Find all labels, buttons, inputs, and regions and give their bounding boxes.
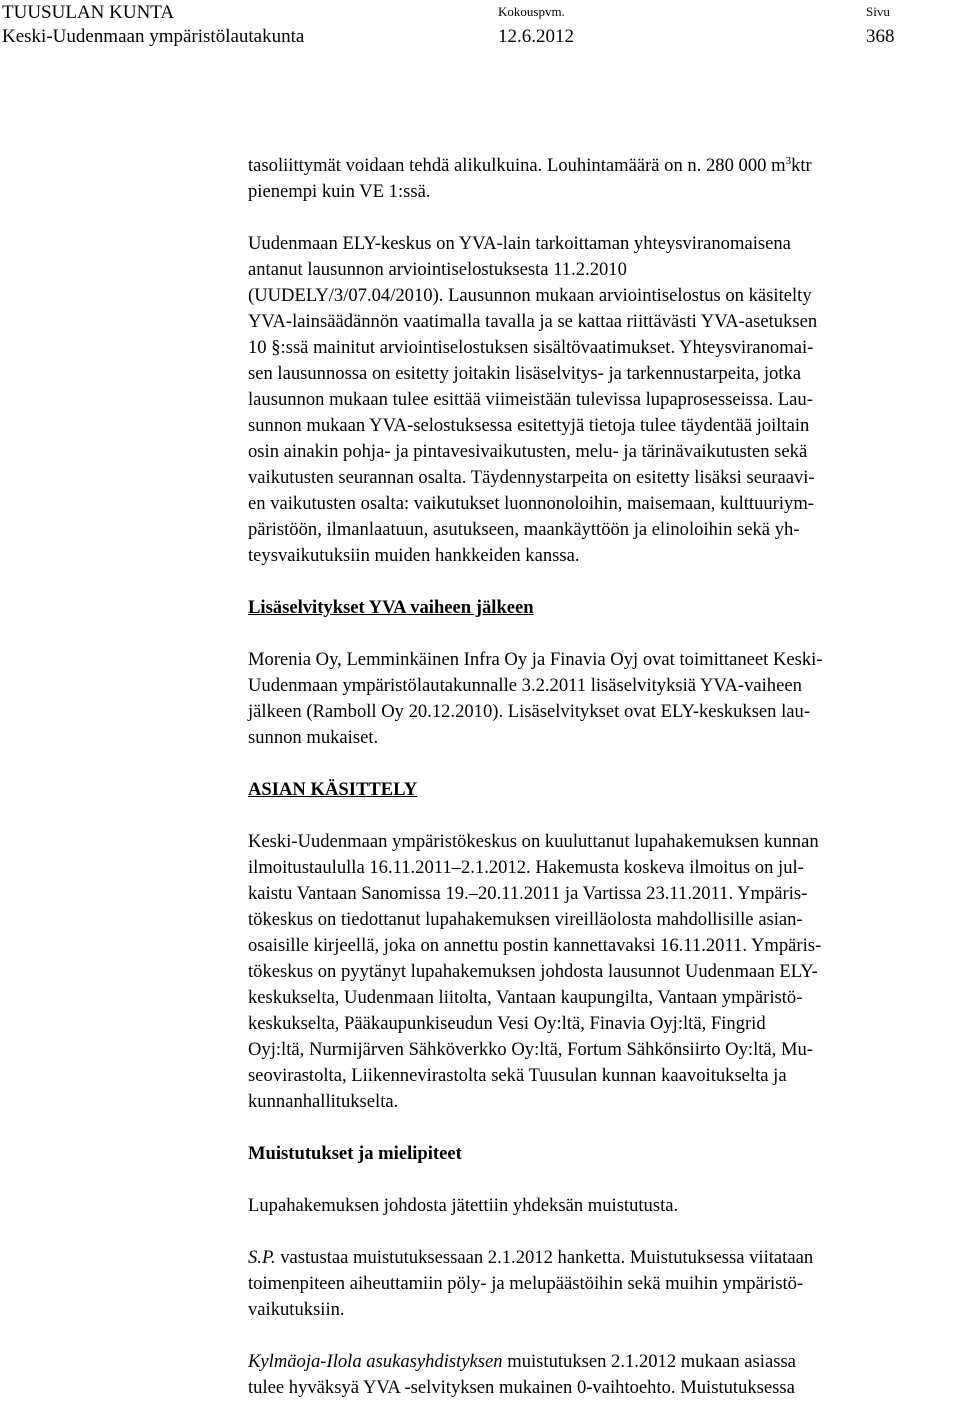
text-line: tökeskus on pyytänyt lupahakemuksen johdosta lausunnot Uudenmaan ELY- [248,961,818,982]
text-line: Lupahakemuksen johdosta jätettiin yhdeksän muistutusta. [248,1195,679,1216]
text-line: tulee hyväksyä YVA -selvityksen mukainen 0-vaihtoehto. Muistutuksessa [248,1377,795,1398]
text-line: Uudenmaan ELY-keskus on YVA-lain tarkoittaman yhteysviranomaisena [248,233,791,254]
paragraph-ely-statement [248,231,956,569]
text-line: Uudenmaan ympäristölautakunnalle 3.2.2011 lisäselvityksiä YVA-vaiheen [248,675,802,696]
text-line: teysvaikutuksiin muiden hankkeiden kanssa. [248,545,580,566]
text-line: antanut lausunnon arviointiselostuksesta 11.2.2010 [248,259,627,280]
text-line: kunnanhallitukselta. [248,1091,399,1112]
text-line: osin ainakin pohja- ja pintavesivaikutusten, melu- ja tärinävaikutusten sekä [248,441,808,462]
text-line: päristöön, ilmanlaatuun, asutukseen, maankäyttöön ja elinoloihin sekä yh- [248,519,800,540]
paragraph-case-handling [248,829,956,1115]
text-line: kaistu Vantaan Sanomissa 19.–20.11.2011 ja Vartissa 23.11.2011. Ympäris- [248,883,808,904]
section-heading-additional-reports: Lisäselvitykset YVA vaiheen jälkeen [248,597,534,618]
text-line: Keski-Uudenmaan ympäristökeskus on kuuluttanut lupahakemuksen kunnan [248,831,819,852]
document-body [248,153,956,1401]
meeting-date: 12.6.2012 [498,26,574,47]
text-line: Oyj:ltä, Nurmijärven Sähköverkko Oy:ltä, Fortum Sähkönsiirto Oy:ltä, Mu- [248,1039,813,1060]
text-line: sunnon mukaan YVA-selostuksessa esitettyjä tietoja tulee täydentää joiltain [248,415,810,436]
objector-name: Kylmäoja-Ilola asukasyhdistyksen [248,1351,503,1372]
paragraph-excavation [248,153,956,205]
text-line: Morenia Oy, Lemminkäinen Infra Oy ja Finavia Oyj ovat toimittaneet Keski- [248,649,823,670]
text-fragment: muistutuksen 2.1.2012 mukaan asiassa [502,1351,796,1372]
text-fragment: tasoliittymät voidaan tehdä alikulkuina. Louhintamäärä on n. 280 000 m [248,155,786,176]
text-line: osaisille kirjeellä, joka on annettu postin kannettavaksi 16.11.2011. Ympäris- [248,935,822,956]
text-line: 10 §:ssä mainitut arviointiselostuksen sisältövaatimukset. Yhteysviranomai- [248,337,814,358]
text-line [248,153,956,179]
text-line [248,1349,956,1375]
text-line: YVA-lainsäädännön vaatimalla tavalla ja se kattaa riittävästi YVA-asetuksen [248,311,818,332]
page-header [0,0,960,50]
text-line: (UUDELY/3/07.04/2010). Lausunnon mukaan arviointiselostus on käsitelty [248,285,812,306]
text-line: toimenpiteen aiheuttamiin pöly- ja melupäästöihin sekä muihin ympäristö- [248,1273,804,1294]
text-line: ilmoitustaululla 16.11.2011–2.1.2012. Hakemusta koskeva ilmoitus on jul- [248,857,804,878]
text-line: keskukselta, Uudenmaan liitolta, Vantaan kaupungilta, Vantaan ympäristö- [248,987,803,1008]
organization-name: TUUSULAN KUNTA [2,2,175,23]
page-number: 368 [866,26,895,47]
text-line: vaikutuksiin. [248,1299,345,1320]
text-line: seovirastolta, Liikennevirastolta sekä Tuusulan kunnan kaavoitukselta ja [248,1065,787,1086]
text-line: en vaikutusten osalta: vaikutukset luonnonoloihin, maisemaan, kulttuuriym- [248,493,814,514]
section-heading-case-handling: ASIAN KÄSITTELY [248,779,418,800]
text-line: lausunnon mukaan tulee esittää viimeistään tulevissa lupaprosesseissa. Lau- [248,389,813,410]
text-line: jälkeen (Ramboll Oy 20.12.2010). Lisäselvitykset ovat ELY-keskuksen lau- [248,701,811,722]
text-line: tökeskus on tiedottanut lupahakemuksen vireilläolosta mahdollisille asian- [248,909,803,930]
superscript: 3 [785,155,792,167]
text-fragment: vastustaa muistutuksessaan 2.1.2012 hanketta. Muistutuksessa viitataan [275,1247,814,1268]
text-fragment: ktr [791,155,812,176]
text-line: vaikutusten seurannan osalta. Täydennystarpeita on esitetty lisäksi seuraavi- [248,467,815,488]
section-heading-objections: Muistutukset ja mielipiteet [248,1143,462,1164]
text-line: sunnon mukaiset. [248,727,379,748]
paragraph-objection-association [248,1349,956,1401]
page-label: Sivu [866,4,890,19]
paragraph-objections-intro [248,1193,956,1219]
text-line [248,1245,956,1271]
paragraph-additional-reports [248,647,956,751]
meeting-date-label: Kokouspvm. [498,4,565,19]
objector-name: S.P. [248,1247,276,1268]
paragraph-objection-sp [248,1245,956,1323]
text-line: sen lausunnossa on esitetty joitakin lisäselvitys- ja tarkennustarpeita, jotka [248,363,802,384]
text-line: pienempi kuin VE 1:ssä. [248,181,431,202]
text-line: keskukselta, Pääkaupunkiseudun Vesi Oy:ltä, Finavia Oyj:ltä, Fingrid [248,1013,766,1034]
board-name: Keski-Uudenmaan ympäristölautakunta [2,26,305,47]
